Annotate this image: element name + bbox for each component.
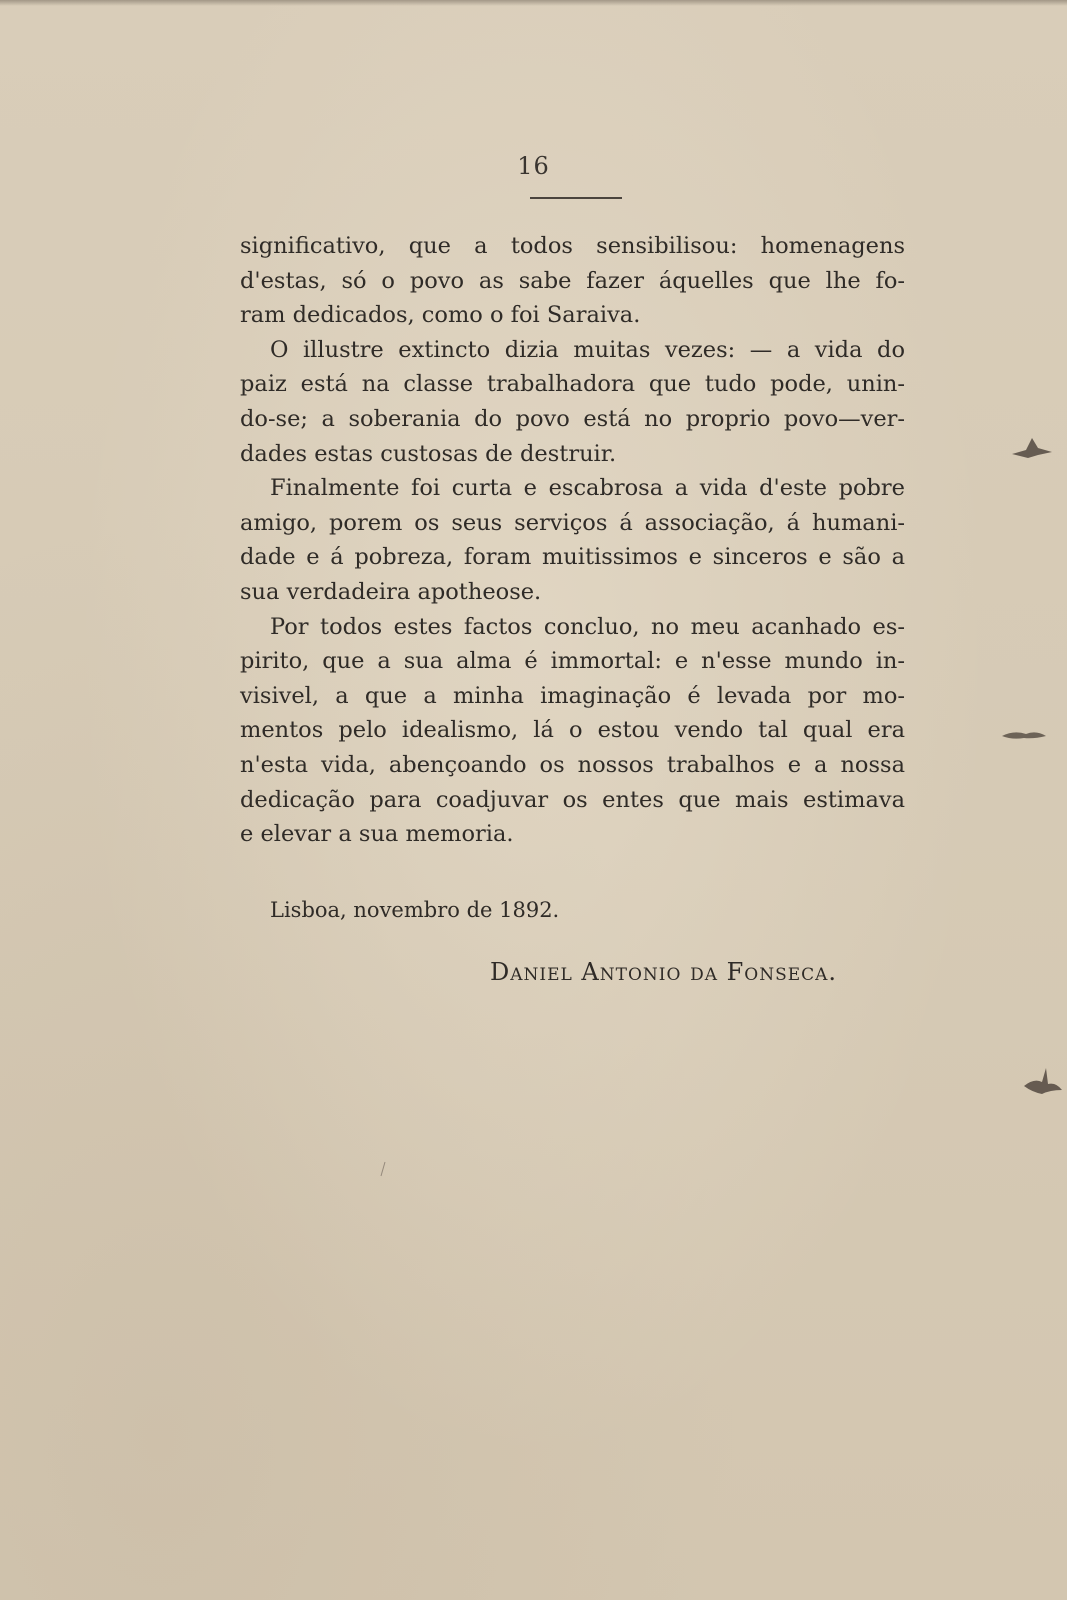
- text-line: dade e á pobreza, foram muitissimos e sinceros e são a: [240, 544, 905, 571]
- ink-blot-mark: [1008, 428, 1058, 468]
- text-line: dades estas custosas de destruir.: [240, 440, 617, 467]
- text-line: d'estas, só o povo as sabe fazer áquelles que lhe fo-: [240, 267, 905, 294]
- text-line: significativo, que a todos sensibilisou: homenagens: [240, 233, 905, 259]
- text-line: e elevar a sua memoria.: [240, 821, 514, 848]
- page-edge-shadow: [0, 0, 1067, 6]
- ink-blot-mark: [1000, 724, 1050, 748]
- header-rule: [530, 197, 622, 199]
- text-line: O illustre extincto dizia muitas vezes: — a vida do: [270, 336, 905, 363]
- ink-blot-mark: [1020, 1062, 1064, 1102]
- text-line: n'esta vida, abençoando os nossos trabalhos e a nossa: [240, 751, 905, 778]
- text-line: amigo, porem os seus serviços á associação, á humani-: [240, 509, 905, 536]
- text-line: Por todos estes factos concluo, no meu acanhado es-: [270, 613, 905, 640]
- text-line: dedicação para coadjuvar os entes que mais estimava: [240, 786, 905, 813]
- text-line: do-se; a soberania do povo está no proprio povo—ver-: [240, 405, 905, 432]
- text-line: Finalmente foi curta e escabrosa a vida d'este pobre: [270, 475, 905, 502]
- text-line: visivel, a que a minha imaginação é levada por mo-: [240, 682, 905, 709]
- text-line: pirito, que a sua alma é immortal: e n'esse mundo in-: [240, 648, 905, 675]
- ink-speck: [378, 1160, 388, 1180]
- text-line: ram dedicados, como o foi Saraiva.: [240, 302, 641, 329]
- text-line: sua verdadeira apotheose.: [240, 578, 542, 605]
- signature: Daniel Antonio da Fonseca.: [490, 958, 838, 986]
- text-line: mentos pelo idealismo, lá o estou vendo tal qual era: [240, 717, 905, 744]
- body-text: [240, 229, 905, 852]
- dateline: Lisboa, novembro de 1892.: [270, 898, 560, 922]
- page-number: 16: [517, 152, 550, 180]
- text-line: paiz está na classe trabalhadora que tudo pode, unin-: [240, 371, 905, 398]
